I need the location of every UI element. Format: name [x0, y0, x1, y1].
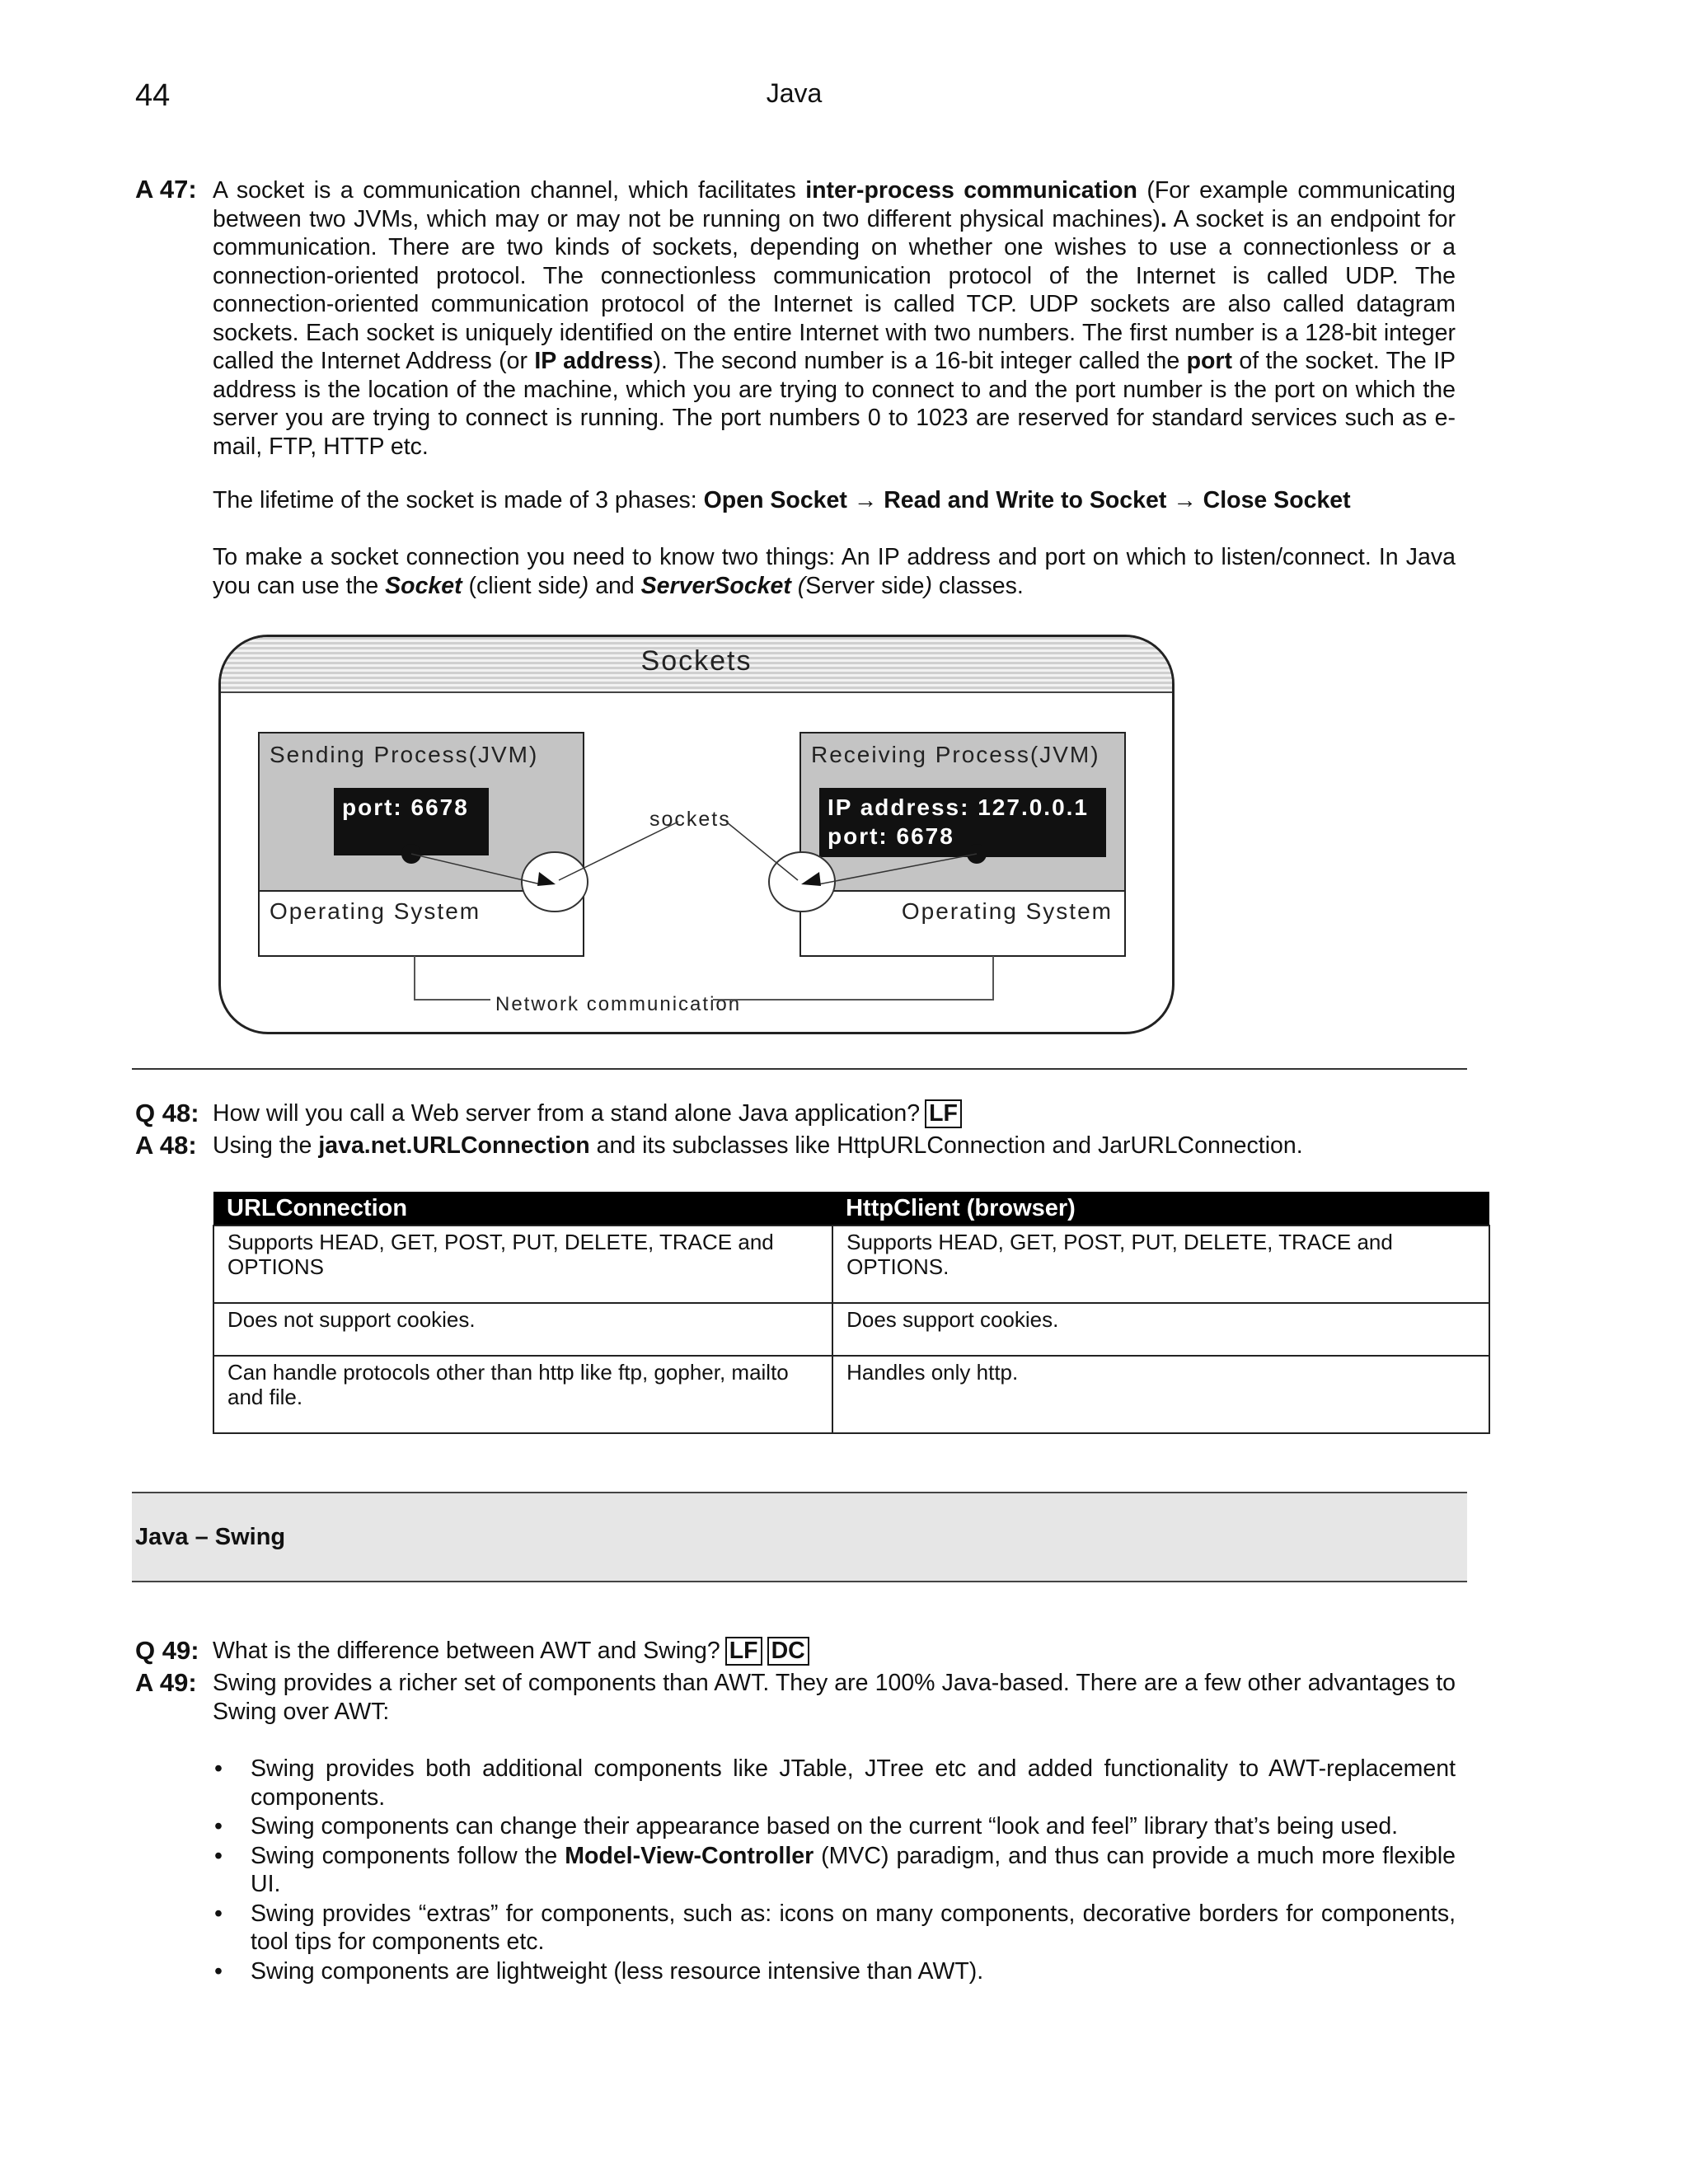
answer-47-paragraph-1 — [213, 176, 1456, 461]
answer-47-paragraph-2 — [213, 486, 1456, 515]
question-48-text: How will you call a Web server from a stand alone Java application? — [213, 1100, 921, 1127]
bullet-icon: • — [214, 1957, 223, 1985]
text-run: and — [588, 572, 641, 599]
answer-47-label: A 47: — [135, 175, 197, 204]
text-run: ). The second number is a 16-bit integer called the — [653, 348, 1187, 374]
bold-run: Open Socket → Read and Write to Socket → Close Socket — [703, 487, 1351, 513]
bullet-icon: • — [214, 1900, 223, 1927]
tag-lf: LF — [925, 1099, 962, 1128]
network-line-left — [415, 956, 490, 1000]
list-item — [213, 1900, 1456, 1957]
answer-48-text — [213, 1132, 1457, 1160]
receiving-process-label: Receiving Process(JVM) — [811, 742, 1100, 767]
question-49-text: What is the difference between AWT and Swing? — [213, 1638, 720, 1664]
text-run: Swing components are lightweight (less resource intensive than AWT). — [251, 1957, 984, 1985]
text-run: ) — [580, 572, 589, 599]
receiving-port-label: port: 6678 — [828, 823, 954, 849]
table-cell: Supports HEAD, GET, POST, PUT, DELETE, TRACE and OPTIONS. — [832, 1226, 1489, 1303]
bold-run: port — [1186, 348, 1232, 374]
table-cell: Supports HEAD, GET, POST, PUT, DELETE, TRACE and OPTIONS — [213, 1226, 832, 1303]
tag-lf: LF — [725, 1637, 762, 1666]
table-row — [213, 1303, 1489, 1356]
text-run: The lifetime of the socket is made of 3 phases: — [213, 487, 704, 513]
text-run: Swing components can change their appearance based on the current “look and feel” library that’s being used. — [251, 1813, 1399, 1840]
table-header-row — [213, 1192, 1489, 1226]
question-48-label: Q 48: — [135, 1099, 199, 1127]
bold-run: IP address — [534, 348, 654, 374]
table-cell: Does support cookies. — [832, 1303, 1489, 1356]
bullet-icon: • — [214, 1842, 223, 1869]
text-run: (MVC) paradigm, and thus can provide a much more flexible UI. — [251, 1842, 1456, 1897]
section-divider — [132, 1068, 1467, 1070]
sockets-pointer-left — [559, 822, 678, 880]
list-item-text — [251, 1755, 1456, 1811]
list-item — [213, 1957, 1456, 1986]
answer-48-label: A 48: — [135, 1131, 197, 1160]
running-header: Java — [766, 78, 823, 108]
diagram-connectors — [221, 637, 1175, 1034]
text-run: of the socket. The IP address is the location of the machine, which you are trying to connect to and the port number is the port on which the server you are trying to connect is running. The port numbers 0 to 1023 are reserved for standard services such as e-mail, FTP, HTTP etc. — [213, 348, 1456, 460]
bold-run: Socket — [385, 572, 462, 599]
text-run: A socket is a communication channel, which facilitates — [213, 177, 806, 204]
receiving-socket-icon — [769, 852, 835, 912]
sending-os-label: Operating System — [270, 898, 481, 924]
sending-arrow-line — [411, 854, 541, 884]
bold-run: . — [1160, 205, 1167, 232]
network-communication-label: Network communication — [493, 993, 743, 1016]
question-49-label: Q 49: — [135, 1636, 199, 1665]
table-row — [213, 1356, 1489, 1433]
list-item — [213, 1812, 1456, 1841]
table-cell: Can handle protocols other than http like ftp, gopher, mailto and file. — [213, 1356, 832, 1433]
table-header-urlconnection: URLConnection — [213, 1192, 832, 1226]
bold-run: Model-View-Controller — [565, 1842, 814, 1869]
text-run: ) — [924, 572, 932, 599]
text-run: Server side — [805, 572, 925, 599]
diagram-title: Sockets — [640, 645, 753, 677]
bold-run: inter-process communication — [805, 177, 1137, 204]
text-run: To make a socket connection you need to know two things: An IP address and port on which to listen/connect. In Java you can use the — [213, 544, 1456, 599]
network-line-right — [713, 956, 993, 1000]
bullet-icon: • — [214, 1755, 223, 1782]
receiving-arrow-line — [818, 854, 977, 884]
text-run — [791, 573, 798, 599]
table-cell: Handles only http. — [832, 1356, 1489, 1433]
table-cell: Does not support cookies. — [213, 1303, 832, 1356]
text-run: A socket is an endpoint for communication. There are two kinds of sockets, depending on whether one wishes to use a connectionless or a connection-oriented protocol. The connectionless communication protocol of the Internet is called UDP. The connection-oriented communication protocol of the Internet is called TCP. UDP sockets are also called datagram sockets. Each socket is uniquely identified on the entire Internet with two numbers. The first number is a 128-bit integer called the Internet Address (or — [213, 205, 1456, 374]
sending-process-label: Sending Process(JVM) — [270, 742, 539, 767]
comparison-table — [213, 1192, 1490, 1434]
text-run: Swing provides both additional components like JTable, JTree etc and added functionality to AWT-replacement components. — [251, 1755, 1456, 1811]
text-run: ( — [797, 572, 806, 599]
answer-49-label: A 49: — [135, 1668, 197, 1697]
text-run: (client side — [462, 572, 581, 599]
list-item — [213, 1842, 1456, 1899]
answer-47-paragraph-3 — [213, 543, 1456, 600]
text-run: and its subclasses like HttpURLConnection and JarURLConnection. — [589, 1132, 1303, 1159]
text-run: Swing components follow the — [251, 1842, 565, 1869]
text-run: Swing provides “extras” for components, such as: icons on many components, decorative borders for components, tool tips for components etc. — [251, 1900, 1456, 1955]
table-header-httpclient: HttpClient (browser) — [832, 1192, 1489, 1226]
text-run: (For example communicating between two JVMs, which may or may not be running on two different physical machines) — [213, 177, 1456, 232]
receiving-ip-label: IP address: 127.0.0.1 — [828, 794, 1089, 820]
bold-run: ServerSocket — [640, 572, 791, 599]
list-item-text — [251, 1843, 1456, 1898]
bold-run: java.net.URLConnection — [318, 1132, 590, 1159]
section-title: Java – Swing — [135, 1524, 286, 1550]
list-item-text — [251, 1958, 983, 1985]
swing-advantages-list — [213, 1755, 1456, 1986]
tag-dc: DC — [767, 1637, 809, 1666]
question-49 — [213, 1637, 809, 1666]
sockets-pointer-right — [726, 822, 798, 880]
sockets-label: sockets — [649, 808, 731, 831]
receiving-os-label: Operating System — [901, 898, 1113, 924]
table-row — [213, 1226, 1489, 1303]
answer-49-text: Swing provides a richer set of components than AWT. They are 100% Java-based. There are a few other advantages to Swing over AWT: — [213, 1670, 1456, 1725]
list-item-text — [251, 1813, 1398, 1840]
page-number: 44 — [135, 78, 171, 113]
question-48 — [213, 1099, 962, 1128]
text-run: Using the — [213, 1132, 319, 1159]
list-item-text — [251, 1900, 1456, 1956]
sending-port-label: port: 6678 — [342, 794, 469, 820]
text-run: classes. — [931, 572, 1024, 599]
bullet-icon: • — [214, 1813, 223, 1840]
section-header-band — [132, 1492, 1467, 1582]
sockets-diagram — [218, 635, 1175, 1034]
list-item — [213, 1755, 1456, 1811]
